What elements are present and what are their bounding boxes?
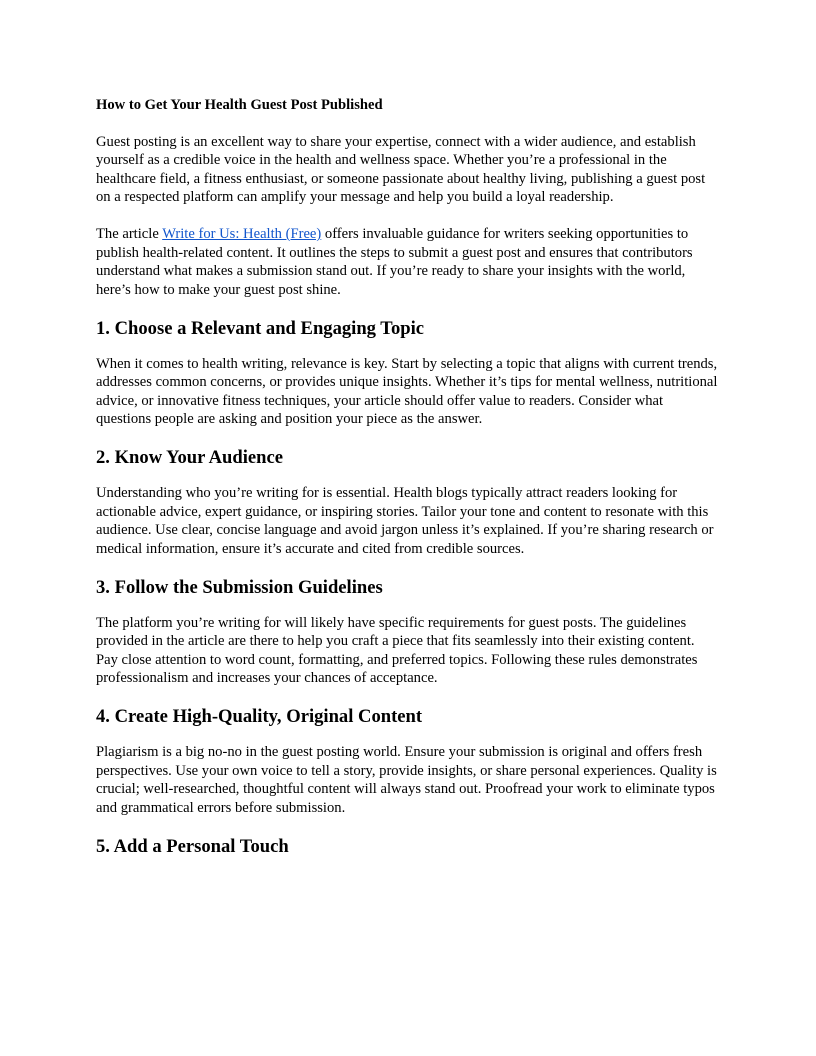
section-body-3: The platform you’re writing for will likely have specific requirements for guest posts. The guidelines provided in the article are there to help you craft a piece that fits seamlessly into their existing content. Pay close attention to word count, formatting, and preferred topics. Following these rules demonstrates professionalism and increases your chances of acceptance.: [96, 614, 698, 686]
section-heading-5: 5. Add a Personal Touch: [96, 835, 289, 857]
section-heading-1: 1. Choose a Relevant and Engaging Topic: [96, 317, 425, 339]
intro-paragraph: Guest posting is an excellent way to share your expertise, connect with a wider audience, and establish yourself as a credible voice in the health and wellness space. Whether you’re a professional in the healthcare field, a fitness enthusiast, or someone passionate about healthy living, publishing a guest post on a respected platform can amplify your message and help you build a loyal readership.: [96, 133, 706, 205]
article-paragraph-rest: offers invaluable guidance for writers seeking opportunities to publish health-related content. It outlines the steps to submit a guest post and ensures that contributors understand what makes a submission stand out. If you’re ready to share your insights with the world, here’s how to make your guest post shine.: [96, 226, 693, 298]
section-heading-2: 2. Know Your Audience: [96, 447, 283, 468]
article-paragraph: [96, 225, 720, 299]
section-body-4: Plagiarism is a big no-no in the guest posting world. Ensure your submission is original and offers fresh perspectives. Use your own voice to tell a story, provide insights, or share personal experiences. Quality is crucial; well-researched, thoughtful content will always stand out. Proofread your work to eliminate typos and grammatical errors before submission.: [96, 744, 717, 816]
write-for-us-health-link[interactable]: Write for Us: Health (Free): [162, 226, 322, 242]
section-heading-3: 3. Follow the Submission Guidelines: [96, 576, 383, 598]
document-title: How to Get Your Health Guest Post Published: [96, 97, 383, 113]
section-body-2: Understanding who you’re writing for is essential. Health blogs typically attract readers looking for actionable advice, expert guidance, or inspiring stories. Tailor your tone and content to resonate with this audience. Use clear, concise language and avoid jargon unless it’s explained. If you’re sharing research or medical information, ensure it’s accurate and cited from credible sources.: [96, 485, 714, 557]
section-body-1: When it comes to health writing, relevance is key. Start by selecting a topic that aligns with current trends, addresses common concerns, or provides unique insights. Whether it’s tips for mental wellness, nutritional advice, or innovative fitness techniques, your article should offer value to readers. Consider what questions people are asking and position your piece as the answer.: [96, 355, 718, 427]
article-paragraph-lead: The article: [96, 226, 163, 242]
document-page: [96, 96, 720, 873]
section-heading-4: 4. Create High-Quality, Original Content: [96, 706, 423, 727]
